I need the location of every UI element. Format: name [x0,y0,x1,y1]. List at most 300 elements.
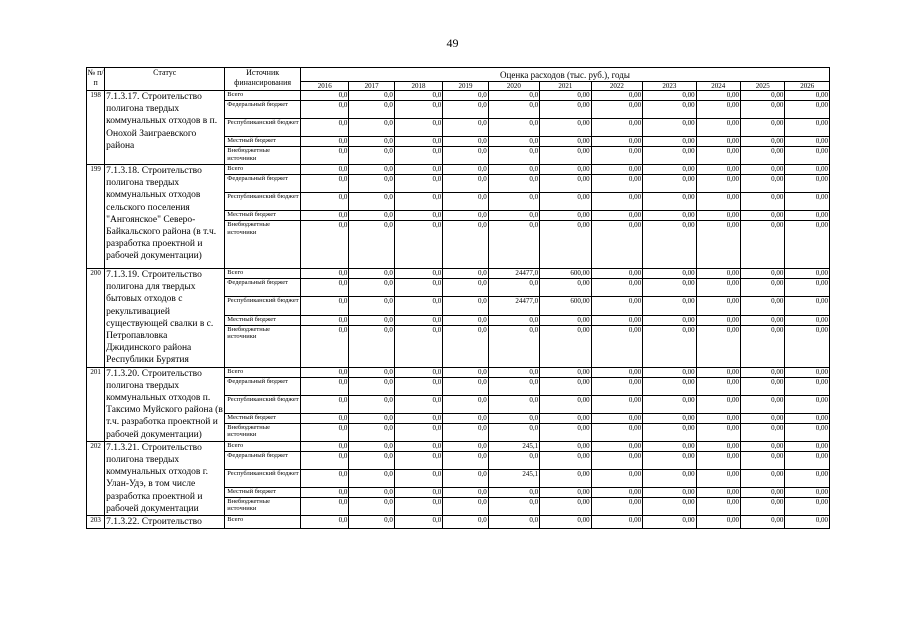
value-cell: 0,0 [349,165,394,175]
header-source: Источник финансирования [225,68,301,91]
value-cell: 0,0 [443,221,488,269]
year-header: 2021 [540,82,591,91]
value-cell: 0,0 [394,137,442,147]
value-cell: 0,0 [394,119,442,137]
value-cell: 0,00 [540,441,591,451]
value-cell: 0,0 [349,423,394,441]
value-cell: 0,00 [696,441,740,451]
value-cell: 0,0 [488,377,539,395]
value-cell: 0,0 [394,91,442,101]
value-cell: 0,0 [300,423,348,441]
value-cell: 0,00 [785,516,830,529]
value-cell: 0,00 [591,516,642,529]
value-cell: 0,0 [349,137,394,147]
value-cell: 0,00 [540,497,591,515]
value-cell: 0,0 [443,469,488,487]
source-cell: Федеральный бюджет [225,451,301,469]
source-cell: Местный бюджет [225,211,301,221]
value-cell: 0,00 [740,119,784,137]
value-cell: 0,00 [696,269,740,279]
value-cell: 0,00 [740,395,784,413]
value-cell: 0,00 [643,211,696,221]
value-cell: 0,00 [740,101,784,119]
value-cell: 24477,0 [488,297,539,315]
source-cell: Республиканский бюджет [225,119,301,137]
row-number: 202 [87,441,105,515]
source-cell: Всего [225,165,301,175]
value-cell: 0,0 [300,451,348,469]
value-cell: 0,0 [349,297,394,315]
value-cell: 0,00 [785,147,830,165]
value-cell: 0,00 [591,175,642,193]
value-cell: 0,0 [394,497,442,515]
value-cell: 0,0 [349,451,394,469]
value-cell: 0,0 [349,395,394,413]
value-cell: 0,0 [443,269,488,279]
value-cell: 0,0 [394,193,442,211]
source-cell: Внебюджетные источники [225,497,301,515]
year-header: 2020 [488,82,539,91]
value-cell: 0,00 [740,165,784,175]
value-cell: 0,0 [394,377,442,395]
value-cell: 0,0 [300,119,348,137]
source-cell: Республиканский бюджет [225,193,301,211]
value-cell: 0,0 [488,91,539,101]
value-cell: 24477,0 [488,269,539,279]
value-cell: 0,0 [349,175,394,193]
value-cell: 0,0 [488,119,539,137]
value-cell: 0,00 [696,325,740,367]
value-cell: 0,0 [349,315,394,325]
value-cell: 0,00 [591,269,642,279]
value-cell: 0,0 [488,211,539,221]
value-cell: 0,0 [443,325,488,367]
value-cell: 0,00 [785,101,830,119]
value-cell: 600,00 [540,297,591,315]
value-cell: 0,0 [394,487,442,497]
value-cell: 0,00 [696,211,740,221]
value-cell: 0,00 [785,175,830,193]
value-cell: 0,00 [696,279,740,297]
value-cell: 0,00 [696,119,740,137]
value-cell: 0,00 [591,101,642,119]
value-cell: 0,00 [696,487,740,497]
value-cell: 0,00 [740,297,784,315]
value-cell: 0,0 [443,101,488,119]
value-cell: 0,0 [394,423,442,441]
value-cell: 0,0 [300,325,348,367]
value-cell: 600,00 [540,269,591,279]
header-status: Статус [105,68,225,91]
value-cell: 0,00 [591,413,642,423]
source-cell: Федеральный бюджет [225,377,301,395]
value-cell: 0,00 [591,487,642,497]
source-cell: Республиканский бюджет [225,297,301,315]
value-cell: 0,0 [300,221,348,269]
value-cell: 0,00 [785,315,830,325]
value-cell: 0,0 [349,516,394,529]
value-cell: 0,00 [740,377,784,395]
value-cell: 0,00 [591,469,642,487]
source-cell: Всего [225,91,301,101]
source-cell: Республиканский бюджет [225,469,301,487]
value-cell: 245,1 [488,469,539,487]
value-cell: 0,0 [394,315,442,325]
value-cell: 0,00 [740,91,784,101]
table-row [87,516,830,529]
value-cell: 0,0 [394,367,442,377]
value-cell: 0,00 [643,279,696,297]
value-cell: 0,00 [740,413,784,423]
value-cell: 0,00 [740,193,784,211]
value-cell: 0,00 [591,147,642,165]
value-cell: 0,00 [540,325,591,367]
row-number: 203 [87,516,105,529]
value-cell: 0,0 [443,497,488,515]
row-number: 199 [87,165,105,269]
value-cell: 0,00 [591,91,642,101]
source-cell: Внебюджетные источники [225,325,301,367]
value-cell: 0,0 [349,279,394,297]
value-cell: 0,00 [740,451,784,469]
value-cell: 0,00 [591,137,642,147]
value-cell: 0,0 [394,147,442,165]
value-cell: 0,0 [443,441,488,451]
value-cell: 0,00 [540,377,591,395]
value-cell: 0,00 [591,395,642,413]
value-cell: 0,0 [488,279,539,297]
value-cell: 0,0 [300,297,348,315]
value-cell: 0,00 [643,413,696,423]
value-cell: 0,00 [785,413,830,423]
value-cell: 0,00 [540,487,591,497]
value-cell: 0,00 [591,423,642,441]
expense-table [86,67,830,529]
source-cell: Местный бюджет [225,413,301,423]
value-cell: 0,00 [740,469,784,487]
value-cell: 0,00 [591,211,642,221]
value-cell: 0,00 [643,395,696,413]
source-cell: Федеральный бюджет [225,175,301,193]
value-cell: 0,0 [443,137,488,147]
value-cell: 0,0 [349,497,394,515]
value-cell: 0,0 [300,269,348,279]
value-cell: 0,0 [300,487,348,497]
value-cell: 0,0 [488,367,539,377]
value-cell: 0,00 [696,451,740,469]
source-cell: Местный бюджет [225,315,301,325]
value-cell: 0,00 [643,315,696,325]
value-cell: 0,0 [349,469,394,487]
value-cell: 0,0 [443,91,488,101]
value-cell: 0,00 [785,395,830,413]
value-cell: 0,0 [443,119,488,137]
value-cell: 0,00 [785,221,830,269]
value-cell: 0,0 [349,119,394,137]
status-cell: 7.1.3.19. Строительство полигона для твердых бытовых отходов с рекультивацией существующей свалки в с. Петропавловка Джидинского района Республики Бурятия [105,269,225,368]
value-cell: 0,0 [488,221,539,269]
value-cell: 0,00 [643,441,696,451]
value-cell: 0,00 [785,297,830,315]
value-cell: 0,0 [488,101,539,119]
value-cell: 0,0 [349,101,394,119]
status-cell: 7.1.3.20. Строительство полигона твердых коммунальных отходов п. Таксимо Муйского района (в т.ч. разработка проектной и рабочей документации) [106,368,223,440]
value-cell: 0,00 [591,451,642,469]
value-cell: 0,00 [643,297,696,315]
table-row [87,91,830,101]
source-cell: Местный бюджет [225,487,301,497]
value-cell: 0,00 [740,137,784,147]
source-cell: Всего [225,367,301,377]
status-cell: 7.1.3.21. Строительство полигона твердых коммунальных отходов г. Улан-Удэ, в том числе разработка проектной и рабочей документации [105,441,225,515]
year-header: 2025 [740,82,784,91]
value-cell: 0,0 [300,175,348,193]
value-cell: 0,0 [394,395,442,413]
value-cell: 0,0 [488,497,539,515]
value-cell: 0,0 [488,315,539,325]
value-cell: 0,00 [696,497,740,515]
source-cell: Республиканский бюджет [225,395,301,413]
value-cell: 0,00 [785,211,830,221]
year-header: 2024 [696,82,740,91]
row-number: 198 [87,91,105,165]
value-cell: 0,00 [591,119,642,137]
value-cell: 0,00 [591,367,642,377]
value-cell: 0,00 [696,175,740,193]
source-cell: Местный бюджет [225,137,301,147]
value-cell: 0,00 [696,221,740,269]
value-cell: 0,00 [785,193,830,211]
value-cell: 0,0 [443,451,488,469]
value-cell: 0,0 [349,193,394,211]
value-cell: 0,0 [394,175,442,193]
value-cell: 0,00 [591,165,642,175]
value-cell: 0,00 [740,175,784,193]
value-cell: 0,00 [785,469,830,487]
value-cell: 0,0 [443,516,488,529]
value-cell: 0,00 [643,487,696,497]
value-cell: 0,00 [740,269,784,279]
value-cell: 0,0 [488,487,539,497]
value-cell: 0,00 [696,395,740,413]
value-cell: 0,00 [740,516,784,529]
value-cell: 0,00 [785,165,830,175]
value-cell: 0,0 [394,413,442,423]
value-cell: 0,0 [394,297,442,315]
value-cell: 0,00 [643,91,696,101]
value-cell: 245,1 [488,441,539,451]
value-cell: 0,00 [785,269,830,279]
value-cell: 0,0 [349,441,394,451]
value-cell: 0,0 [488,165,539,175]
value-cell: 0,0 [349,221,394,269]
value-cell: 0,0 [488,193,539,211]
value-cell: 0,0 [349,147,394,165]
table-row [87,269,830,279]
value-cell: 0,00 [540,279,591,297]
value-cell: 0,00 [540,119,591,137]
value-cell: 0,00 [540,193,591,211]
value-cell: 0,00 [696,297,740,315]
value-cell: 0,00 [740,487,784,497]
value-cell: 0,0 [349,211,394,221]
value-cell: 0,00 [643,137,696,147]
value-cell: 0,00 [540,395,591,413]
value-cell: 0,0 [349,325,394,367]
value-cell: 0,0 [349,413,394,423]
source-cell: Внебюджетные источники [225,423,301,441]
value-cell: 0,00 [785,367,830,377]
value-cell: 0,00 [591,441,642,451]
value-cell: 0,0 [443,297,488,315]
source-cell: Всего [225,516,301,529]
value-cell: 0,00 [540,315,591,325]
row-number: 201 [87,367,105,441]
value-cell: 0,00 [591,325,642,367]
value-cell: 0,00 [740,315,784,325]
value-cell: 0,0 [488,413,539,423]
value-cell: 0,00 [540,469,591,487]
value-cell: 0,0 [300,395,348,413]
value-cell: 0,00 [540,367,591,377]
table-row [87,165,830,175]
value-cell: 0,00 [740,211,784,221]
value-cell: 0,0 [394,221,442,269]
value-cell: 0,0 [488,175,539,193]
value-cell: 0,00 [696,367,740,377]
value-cell: 0,00 [540,413,591,423]
value-cell: 0,00 [696,147,740,165]
value-cell: 0,0 [300,441,348,451]
year-header: 2016 [300,82,348,91]
source-cell: Федеральный бюджет [225,279,301,297]
value-cell: 0,00 [740,367,784,377]
value-cell: 0,0 [394,269,442,279]
value-cell: 0,00 [785,377,830,395]
value-cell: 0,00 [785,279,830,297]
value-cell: 0,00 [591,497,642,515]
value-cell: 0,00 [740,221,784,269]
value-cell: 0,00 [785,91,830,101]
value-cell: 0,00 [740,423,784,441]
value-cell: 0,0 [443,423,488,441]
value-cell: 0,00 [696,101,740,119]
source-cell: Всего [225,441,301,451]
value-cell: 0,00 [696,193,740,211]
value-cell: 0,00 [785,325,830,367]
value-cell: 0,0 [443,193,488,211]
value-cell: 0,0 [443,487,488,497]
value-cell: 0,00 [740,497,784,515]
year-header: 2017 [349,82,394,91]
status-cell: 7.1.3.22. Строительство [105,516,225,529]
source-cell: Внебюджетные источники [225,221,301,269]
value-cell: 0,00 [696,423,740,441]
value-cell: 0,0 [488,423,539,441]
value-cell: 0,00 [740,441,784,451]
value-cell: 0,00 [643,165,696,175]
value-cell: 0,0 [300,377,348,395]
value-cell: 0,00 [540,423,591,441]
value-cell: 0,0 [394,279,442,297]
value-cell: 0,00 [540,165,591,175]
source-cell: Федеральный бюджет [225,101,301,119]
value-cell: 0,0 [394,211,442,221]
value-cell: 0,00 [785,497,830,515]
year-header: 2018 [394,82,442,91]
value-cell: 0,00 [696,469,740,487]
value-cell: 0,00 [785,137,830,147]
value-cell: 0,0 [394,165,442,175]
value-cell: 0,00 [643,101,696,119]
value-cell: 0,0 [488,325,539,367]
value-cell: 0,0 [300,367,348,377]
value-cell: 0,0 [394,101,442,119]
value-cell: 0,00 [591,279,642,297]
value-cell: 0,00 [785,451,830,469]
status-cell: 7.1.3.17. Строительство полигона твердых коммунальных отходов в п. Онохой Заиграевского района [105,91,225,165]
value-cell: 0,00 [643,423,696,441]
value-cell: 0,00 [696,91,740,101]
value-cell: 0,00 [643,269,696,279]
value-cell: 0,00 [591,377,642,395]
value-cell: 0,0 [488,451,539,469]
value-cell: 0,00 [643,516,696,529]
row-number: 200 [87,269,105,368]
value-cell: 0,00 [643,119,696,137]
table-row [87,441,830,451]
value-cell: 0,0 [488,137,539,147]
value-cell: 0,0 [300,165,348,175]
value-cell: 0,00 [740,325,784,367]
value-cell: 0,0 [300,315,348,325]
value-cell: 0,0 [300,91,348,101]
value-cell: 0,0 [300,516,348,529]
value-cell: 0,0 [443,175,488,193]
value-cell: 0,00 [591,221,642,269]
value-cell: 0,00 [540,137,591,147]
value-cell: 0,00 [540,211,591,221]
value-cell: 0,00 [540,175,591,193]
value-cell: 0,00 [696,516,740,529]
value-cell: 0,0 [443,395,488,413]
value-cell: 0,0 [349,377,394,395]
value-cell: 0,00 [540,451,591,469]
value-cell: 0,00 [540,91,591,101]
value-cell: 0,0 [488,395,539,413]
value-cell: 0,0 [443,147,488,165]
source-cell: Всего [225,269,301,279]
value-cell: 0,0 [349,91,394,101]
value-cell: 0,00 [643,325,696,367]
value-cell: 0,0 [300,147,348,165]
value-cell: 0,00 [643,367,696,377]
value-cell: 0,0 [349,269,394,279]
value-cell: 0,0 [300,279,348,297]
value-cell: 0,0 [394,325,442,367]
value-cell: 0,0 [488,147,539,165]
value-cell: 0,0 [394,516,442,529]
value-cell: 0,00 [696,165,740,175]
value-cell: 0,00 [785,441,830,451]
value-cell: 0,0 [443,315,488,325]
page-number: 49 [446,36,459,50]
value-cell: 0,00 [740,279,784,297]
value-cell: 0,0 [443,367,488,377]
year-header: 2022 [591,82,642,91]
value-cell: 0,00 [643,497,696,515]
value-cell: 0,0 [443,377,488,395]
